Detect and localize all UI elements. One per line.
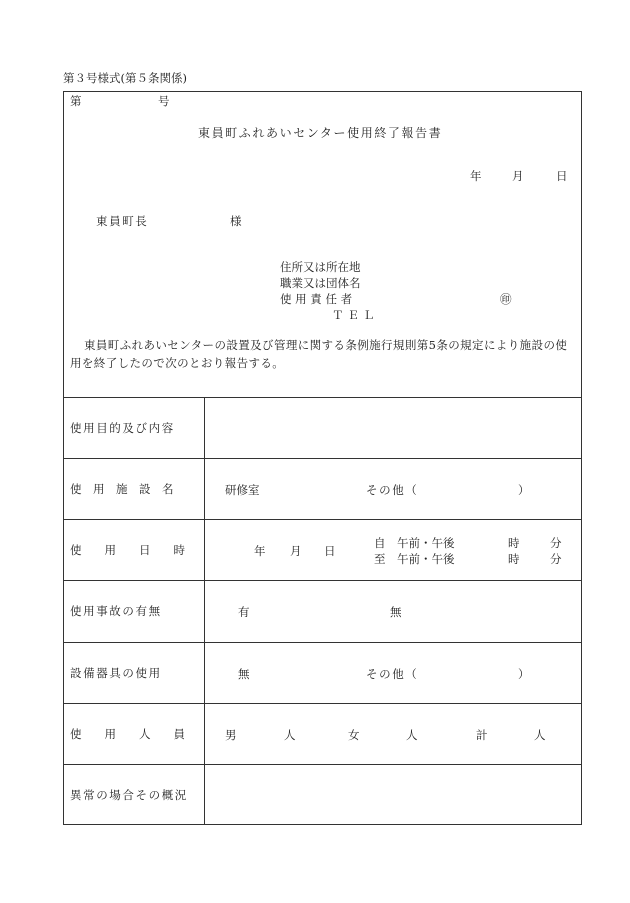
users-total-label: 計 <box>476 728 488 742</box>
date-day-label: 日 <box>556 169 568 183</box>
datetime-to-minute: 分 <box>550 552 562 566</box>
datetime-day: 日 <box>324 544 336 558</box>
applicant-occupation-label: 職業又は団体名 <box>280 276 361 290</box>
datetime-from[interactable]: 自 午前・午後 <box>374 536 455 550</box>
equipment-other[interactable]: その他（ <box>366 667 419 681</box>
datetime-from-minute: 分 <box>550 536 562 550</box>
equipment-other-close: ） <box>518 667 530 681</box>
report-statement: 東員町ふれあいセンターの設置及び管理に関する条例施行規則第5条の規定により施設の使用を終了したので次のとおり報告する。 <box>70 338 568 370</box>
datetime-month: 月 <box>290 544 302 558</box>
accident-yes[interactable]: 有 <box>238 605 250 619</box>
users-label: 使 用 人 員 <box>70 726 185 741</box>
facility-option-training-room[interactable]: 研修室 <box>225 483 260 497</box>
facility-label: 使 用 施 設 名 <box>70 481 174 496</box>
datetime-to-hour: 時 <box>508 552 520 566</box>
form-caption: 第３号様式(第５条関係) <box>63 71 187 85</box>
form-title: 東員町ふれあいセンター使用終了報告書 <box>198 126 443 140</box>
addressee-honorific: 様 <box>230 214 242 228</box>
accident-label: 使用事故の有無 <box>70 604 162 618</box>
abnormal-label: 異常の場合その概況 <box>70 787 188 802</box>
date-month-label: 月 <box>512 169 524 183</box>
addressee-name: 東員町長 <box>96 214 149 228</box>
datetime-label: 使 用 日 時 <box>70 542 185 557</box>
date-year-label: 年 <box>470 169 482 183</box>
users-total-unit: 人 <box>534 728 546 742</box>
facility-option-other[interactable]: その他（ <box>366 483 419 497</box>
accident-no[interactable]: 無 <box>390 605 402 619</box>
applicant-address-label: 住所又は所在地 <box>280 260 361 274</box>
datetime-year: 年 <box>254 544 266 558</box>
datetime-from-hour: 時 <box>508 536 520 550</box>
applicant-responsible-label: 使 用 責 任 者 <box>280 292 353 306</box>
applicant-tel-label: ＴＥＬ <box>332 308 379 322</box>
equipment-none[interactable]: 無 <box>238 667 250 681</box>
number-label-prefix: 第 <box>70 94 82 108</box>
purpose-label: 使用目的及び内容 <box>70 420 175 435</box>
users-male-label: 男 <box>225 728 237 742</box>
users-female-unit: 人 <box>406 728 418 742</box>
number-label-suffix: 号 <box>158 94 170 108</box>
column-divider <box>204 397 205 825</box>
facility-other-close: ） <box>518 483 530 497</box>
abnormal-field[interactable] <box>204 765 582 825</box>
seal-mark: ㊞ <box>500 292 512 306</box>
users-male-unit: 人 <box>284 728 296 742</box>
users-female-label: 女 <box>348 728 360 742</box>
datetime-to[interactable]: 至 午前・午後 <box>374 552 455 566</box>
purpose-field[interactable] <box>204 398 582 458</box>
equipment-label: 設備器具の使用 <box>70 665 162 680</box>
